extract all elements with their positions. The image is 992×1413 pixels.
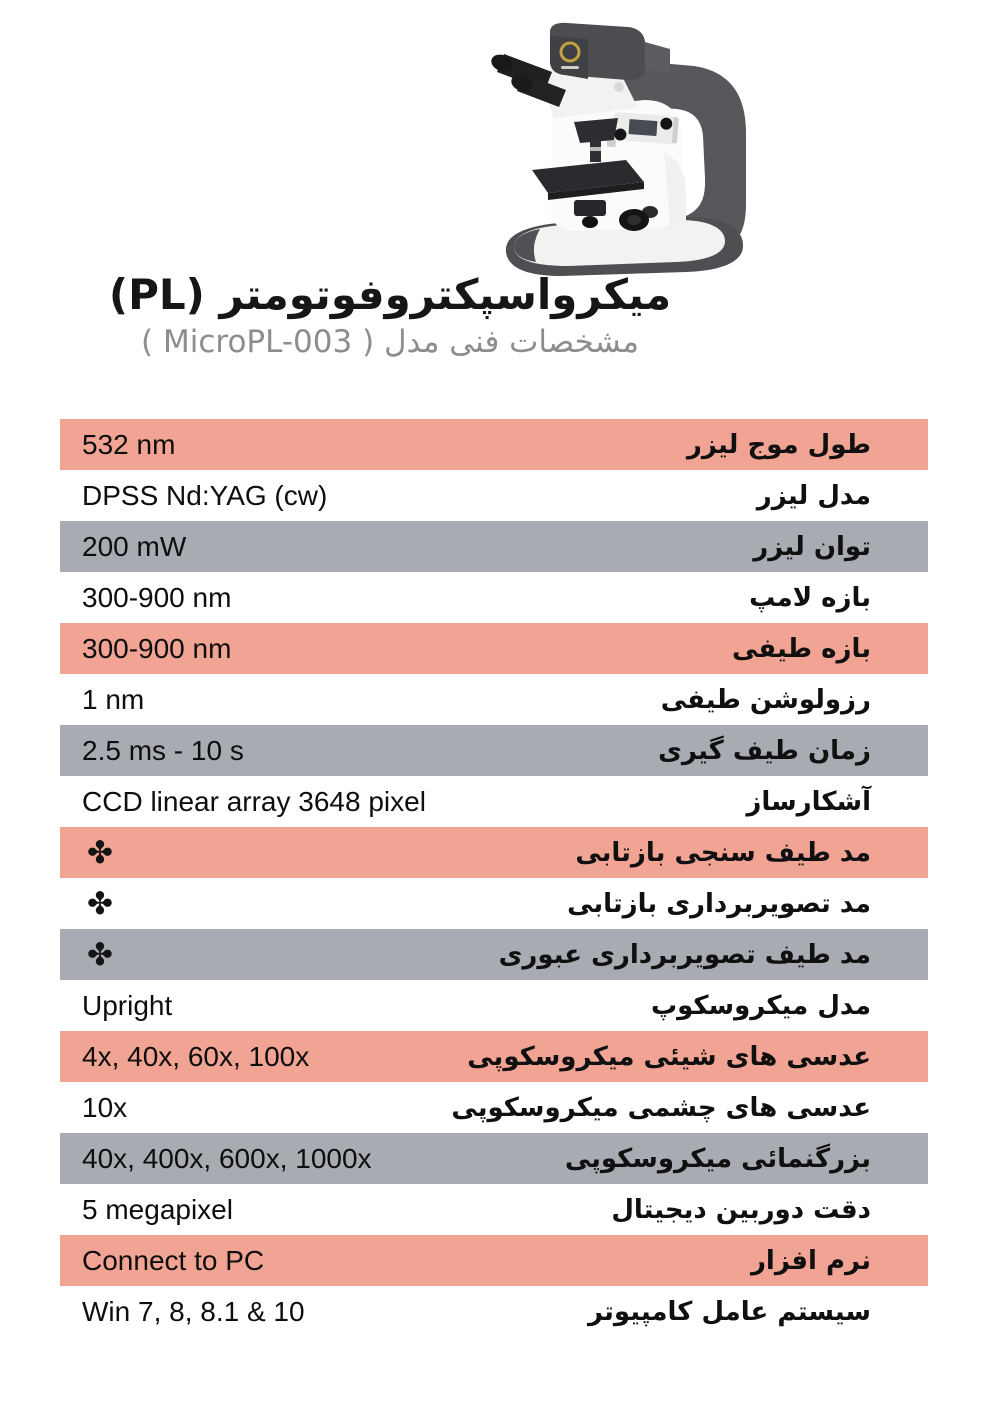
- spec-value: 300-900 nm: [82, 581, 232, 613]
- spec-row: [60, 470, 928, 521]
- spec-row: [60, 674, 928, 725]
- spec-row: [60, 980, 928, 1031]
- spec-label: طول موج لیزر: [686, 429, 871, 460]
- spec-value: 5 megapixel: [82, 1193, 233, 1225]
- spec-row: [60, 419, 928, 470]
- spec-label: مد طیف تصویربرداری عبوری: [498, 939, 871, 970]
- spec-label: نرم افزار: [750, 1245, 871, 1276]
- spec-label: مد طیف سنجی بازتابی: [575, 837, 871, 868]
- four-petal-asterisk-icon: ✤: [87, 834, 113, 871]
- page-subtitle: مشخصات فنی مدل ( MicroPL-003 ): [141, 324, 639, 361]
- spec-label: مدل میکروسکوپ: [650, 990, 871, 1021]
- spec-label: آشکارساز: [746, 786, 871, 817]
- spec-row: [60, 623, 928, 674]
- spec-value: Upright: [82, 989, 173, 1021]
- spec-label: دقت دوربین دیجیتال: [611, 1194, 871, 1225]
- four-petal-asterisk-icon: ✤: [87, 885, 113, 922]
- spec-value: 4x, 40x, 60x, 100x: [82, 1040, 310, 1072]
- spec-label: بازه لامپ: [749, 582, 871, 613]
- header: [28, 272, 752, 359]
- spec-label: عدسی های شیئی میکروسکوپی: [467, 1041, 871, 1072]
- spec-label: سیستم عامل کامپیوتر: [587, 1296, 871, 1327]
- spec-value: 200 mW: [82, 530, 187, 562]
- spec-value: CCD linear array 3648 pixel: [82, 785, 426, 817]
- spec-row: [60, 1184, 928, 1235]
- spec-row: [60, 1031, 928, 1082]
- spec-row: [60, 521, 928, 572]
- spec-label: رزولوشن طیفی: [660, 684, 871, 715]
- four-petal-asterisk-icon: ✤: [87, 936, 113, 973]
- spec-label: توان لیزر: [753, 531, 871, 562]
- page-title: میکرواسپکتروفوتومتر (PL): [108, 270, 672, 319]
- spec-label: مدل لیزر: [756, 480, 871, 511]
- spec-row: [60, 1133, 928, 1184]
- spec-row: [60, 929, 928, 980]
- spec-table: [60, 419, 928, 1337]
- spec-value: 40x, 400x, 600x, 1000x: [82, 1142, 372, 1174]
- spec-row: [60, 776, 928, 827]
- spec-label: مد تصویربرداری بازتابی: [567, 888, 871, 919]
- spec-value: 1 nm: [82, 683, 145, 715]
- spec-value: 300-900 nm: [82, 632, 232, 664]
- spec-label: زمان طیف گیری: [658, 735, 871, 766]
- spec-value: Win 7, 8, 8.1 & 10: [82, 1295, 305, 1327]
- spec-value: Connect to PC: [82, 1244, 265, 1276]
- upright-microscope-render: [448, 12, 784, 288]
- spec-label: بازه طیفی: [731, 633, 871, 664]
- spec-row: [60, 725, 928, 776]
- spec-value: 532 nm: [82, 428, 176, 460]
- spec-value: DPSS Nd:YAG (cw): [82, 479, 328, 511]
- spec-row: [60, 572, 928, 623]
- spec-row: [60, 878, 928, 929]
- head-port-detail: [614, 82, 624, 92]
- microscope-illustration: [448, 12, 784, 288]
- spec-value: 2.5 ms - 10 s: [82, 734, 244, 766]
- spec-value: 10x: [82, 1091, 128, 1123]
- spec-row: [60, 1082, 928, 1133]
- spec-row: [60, 827, 928, 878]
- spec-row: [60, 1235, 928, 1286]
- spec-label: بزرگنمائی میکروسکوپی: [564, 1143, 871, 1174]
- spec-label: عدسی های چشمی میکروسکوپی: [451, 1092, 871, 1123]
- spec-row: [60, 1286, 928, 1337]
